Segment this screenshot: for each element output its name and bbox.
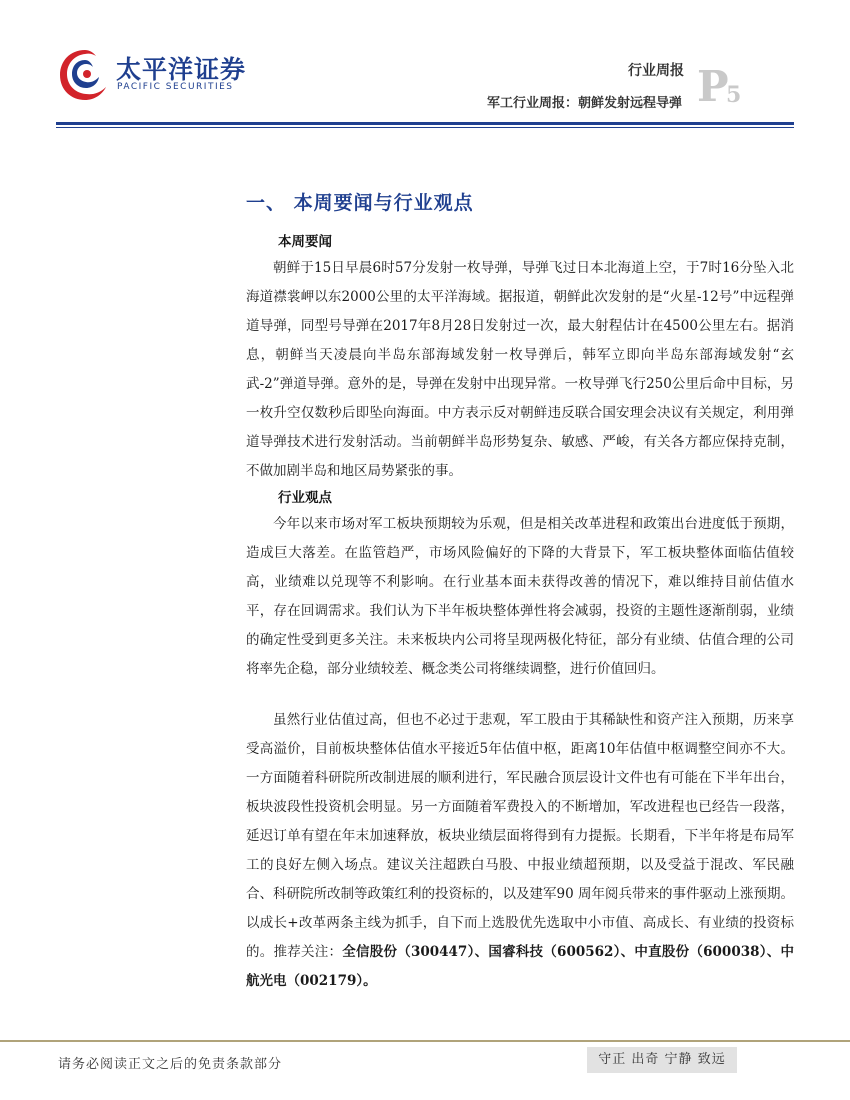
view-paragraph-2-text: 虽然行业估值过高，但也不必过于悲观，军工股由于其稀缺性和资产注入预期，历来享受高溢价，目前板块整体估值水平接近5年估值中枢，距离10年估值中枢调整空间亦不大。一方面随着科研院所改制进展的顺利进行，军民融合顶层设计文件也有可能在下半年出台，板块波段性投资机会明显。另一方面随着军费投入的不断增加，军改进程也已经告一段落，延迟订单有望在年末加速释放，板块业绩层面将得到有力提振。长期看，下半年将是布局军工的良好左侧入场点。建议关注超跌白马股、中报业绩超预期，以及受益于混改、军民融合、科研院所改制等政策红利的投资标的，以及建军90 周年阅兵带来的事件驱动上涨预期。以成长+改革两条主线为抓手，自下而上选股优先选取中小市值、高成长、有业绩的投资标的。推荐关注： (246, 712, 794, 960)
news-heading: 本周要闻 (278, 234, 332, 250)
header-divider-thin (56, 127, 794, 128)
section-title: 一、 本周要闻与行业观点 (246, 192, 474, 214)
view-paragraph-2 (246, 706, 794, 996)
news-paragraph: 朝鲜于15日早晨6时57分发射一枚导弹，导弹飞过日本北海道上空，于7时16分坠入北海道襟裳岬以东2000公里的太平洋海域。据报道，朝鲜此次发射的是“火星-12号”中远程弹道导弹，同型号导弹在2017年8月28日发射过一次，最大射程估计在4500公里左右。据消息，朝鲜当天凌晨向半岛东部海域发射一枚导弹后，韩军立即向半岛东部海域发射“玄武-2”弹道导弹。意外的是，导弹在发射中出现异常。一枚导弹飞行250公里后命中目标，另一枚升空仅数秒后即坠向海面。中方表示反对朝鲜违反联合国安理会决议有关规定，利用弹道导弹技术进行发射活动。当前朝鲜半岛形势复杂、敏感、严峻，有关各方都应保持克制，不做加剧半岛和地区局势紧张的事。 (246, 260, 794, 479)
footer-disclaimer: 请务必阅读正文之后的免责条款部分 (58, 1057, 283, 1072)
company-name-cn: 太平洋证券 (116, 55, 247, 84)
header-divider-thick (56, 122, 794, 125)
recommended-stocks: 全信股份（300447）、国睿科技（600562）、中直股份（600038）、中航光电（002179）。 (246, 944, 794, 989)
company-logo (58, 46, 278, 106)
report-title: 军工行业周报：朝鲜发射远程导弹 (486, 96, 682, 111)
page-letter: P (697, 62, 729, 111)
logo-swirl-icon (58, 46, 112, 102)
company-name-en: PACIFIC SECURITIES (117, 82, 234, 92)
footer-divider (0, 1040, 850, 1042)
page-header (0, 0, 850, 130)
report-type: 行业周报 (628, 63, 684, 79)
page-number: 5 (726, 82, 742, 108)
view-paragraph-1: 今年以来市场对军工板块预期较为乐观，但是相关改革进程和政策出台进度低于预期，造成巨大落差。在监管趋严，市场风险偏好的下降的大背景下，军工板块整体面临估值较高，业绩难以兑现等不利影响。在行业基本面未获得改善的情况下，难以维持目前估值水平，存在回调需求。我们认为下半年板块整体弹性将会减弱，投资的主题性逐渐削弱，业绩的确定性受到更多关注。未来板块内公司将呈现两极化特征，部分有业绩、估值合理的公司将率先企稳，部分业绩较差、概念类公司将继续调整，进行价值回归。 (246, 516, 794, 677)
footer-motto: 守正 出奇 宁静 致远 (587, 1047, 737, 1073)
view-heading: 行业观点 (278, 490, 332, 506)
